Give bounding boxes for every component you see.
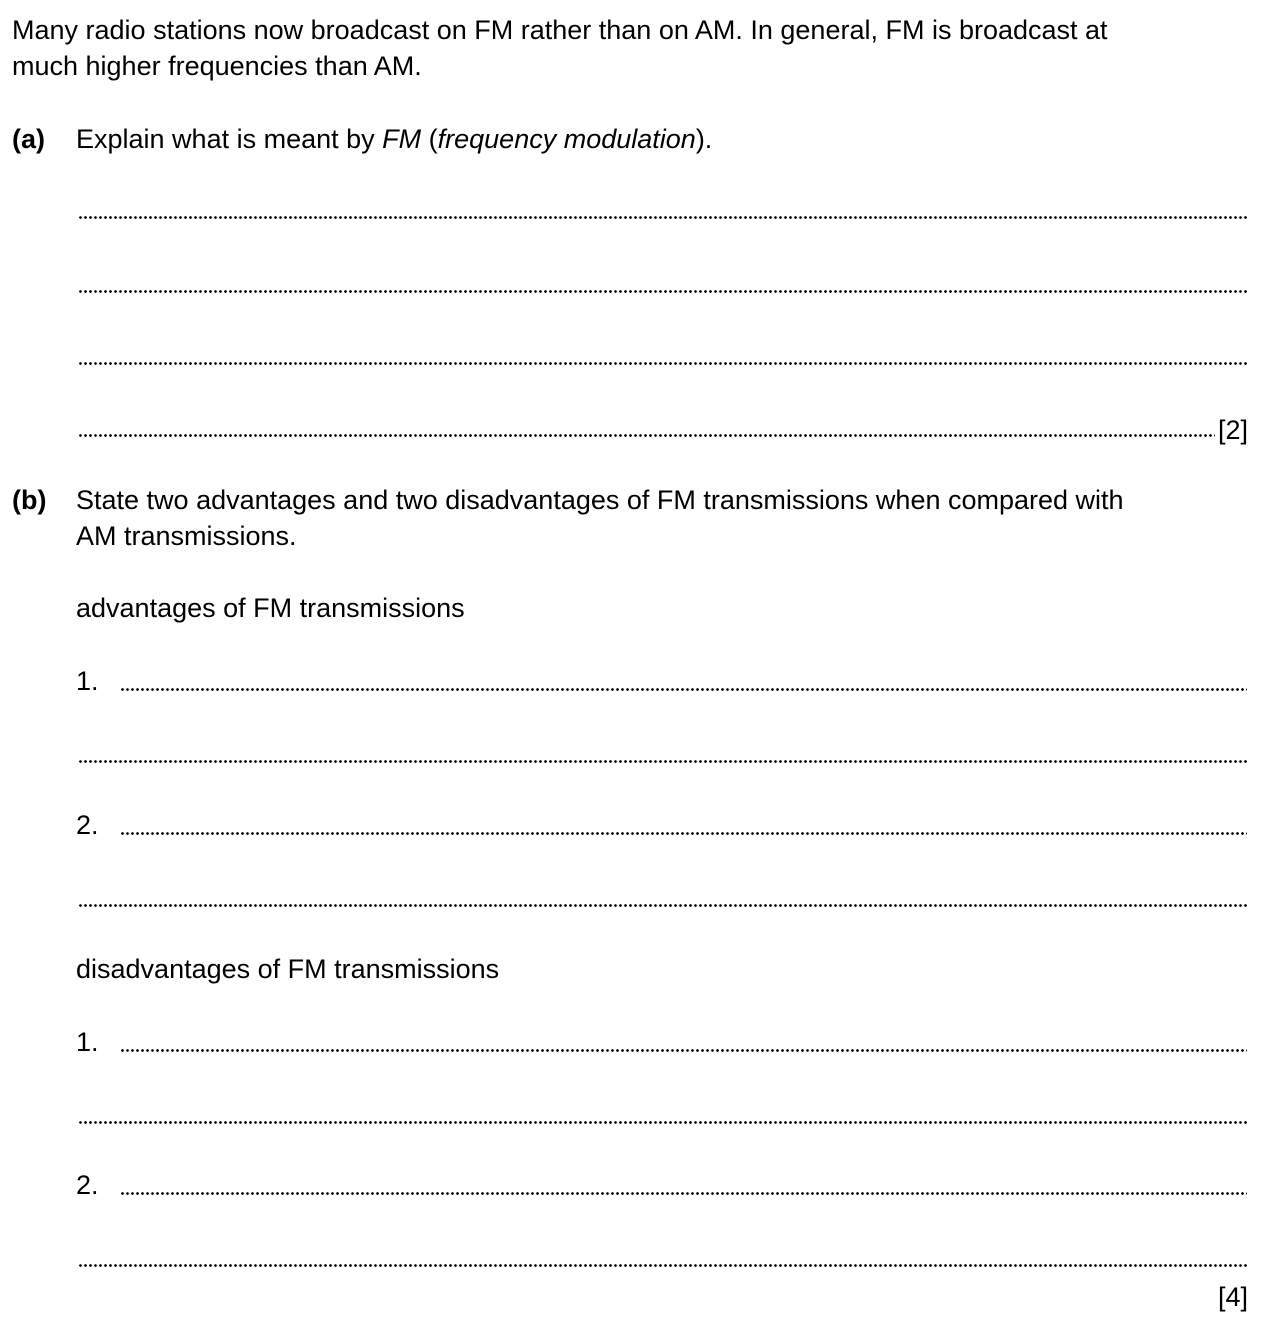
disadvantage-1-number: 1.: [76, 1027, 99, 1057]
part-a-text: Explain what is meant by: [76, 124, 383, 154]
answer-line-adv1-b[interactable]: [79, 760, 1247, 764]
advantages-heading: advantages of FM transmissions: [76, 593, 465, 623]
part-a-paren-close: ).: [695, 124, 713, 154]
answer-line-adv2-a[interactable]: [121, 832, 1247, 836]
disadvantages-heading: disadvantages of FM transmissions: [76, 954, 500, 984]
part-a-question: [76, 121, 712, 157]
answer-line-adv1-a[interactable]: [121, 688, 1247, 692]
answer-line-a1[interactable]: [79, 216, 1247, 220]
answer-line-dis1-a[interactable]: [121, 1049, 1247, 1053]
part-a-marks: [2]: [1218, 415, 1249, 445]
part-b-text-line-1: State two advantages and two disadvantages of FM transmissions when compared with: [76, 485, 1124, 515]
part-a-paren-open: (: [421, 124, 438, 154]
answer-line-a3[interactable]: [79, 362, 1247, 366]
advantage-2-number: 2.: [76, 810, 99, 840]
intro-line-1: Many radio stations now broadcast on FM rather than on AM. In general, FM is broadcast at: [12, 15, 1108, 45]
answer-line-a2[interactable]: [79, 290, 1247, 294]
answer-line-dis2-b[interactable]: [79, 1264, 1247, 1268]
answer-line-adv2-b[interactable]: [79, 904, 1247, 908]
answer-line-a4[interactable]: [79, 434, 1215, 438]
answer-line-dis1-b[interactable]: [79, 1121, 1247, 1125]
answer-line-dis2-a[interactable]: [121, 1192, 1247, 1196]
part-b-label: (b): [12, 485, 47, 515]
intro-line-2: much higher frequencies than AM.: [12, 51, 422, 81]
part-b-text-line-2: AM transmissions.: [76, 521, 297, 551]
advantage-1-number: 1.: [76, 666, 99, 696]
part-a-term-expansion: frequency modulation: [437, 124, 696, 154]
part-a-term: FM: [382, 124, 422, 154]
part-a-label: (a): [12, 124, 45, 154]
disadvantage-2-number: 2.: [76, 1170, 99, 1200]
part-b-marks: [4]: [1218, 1282, 1249, 1312]
